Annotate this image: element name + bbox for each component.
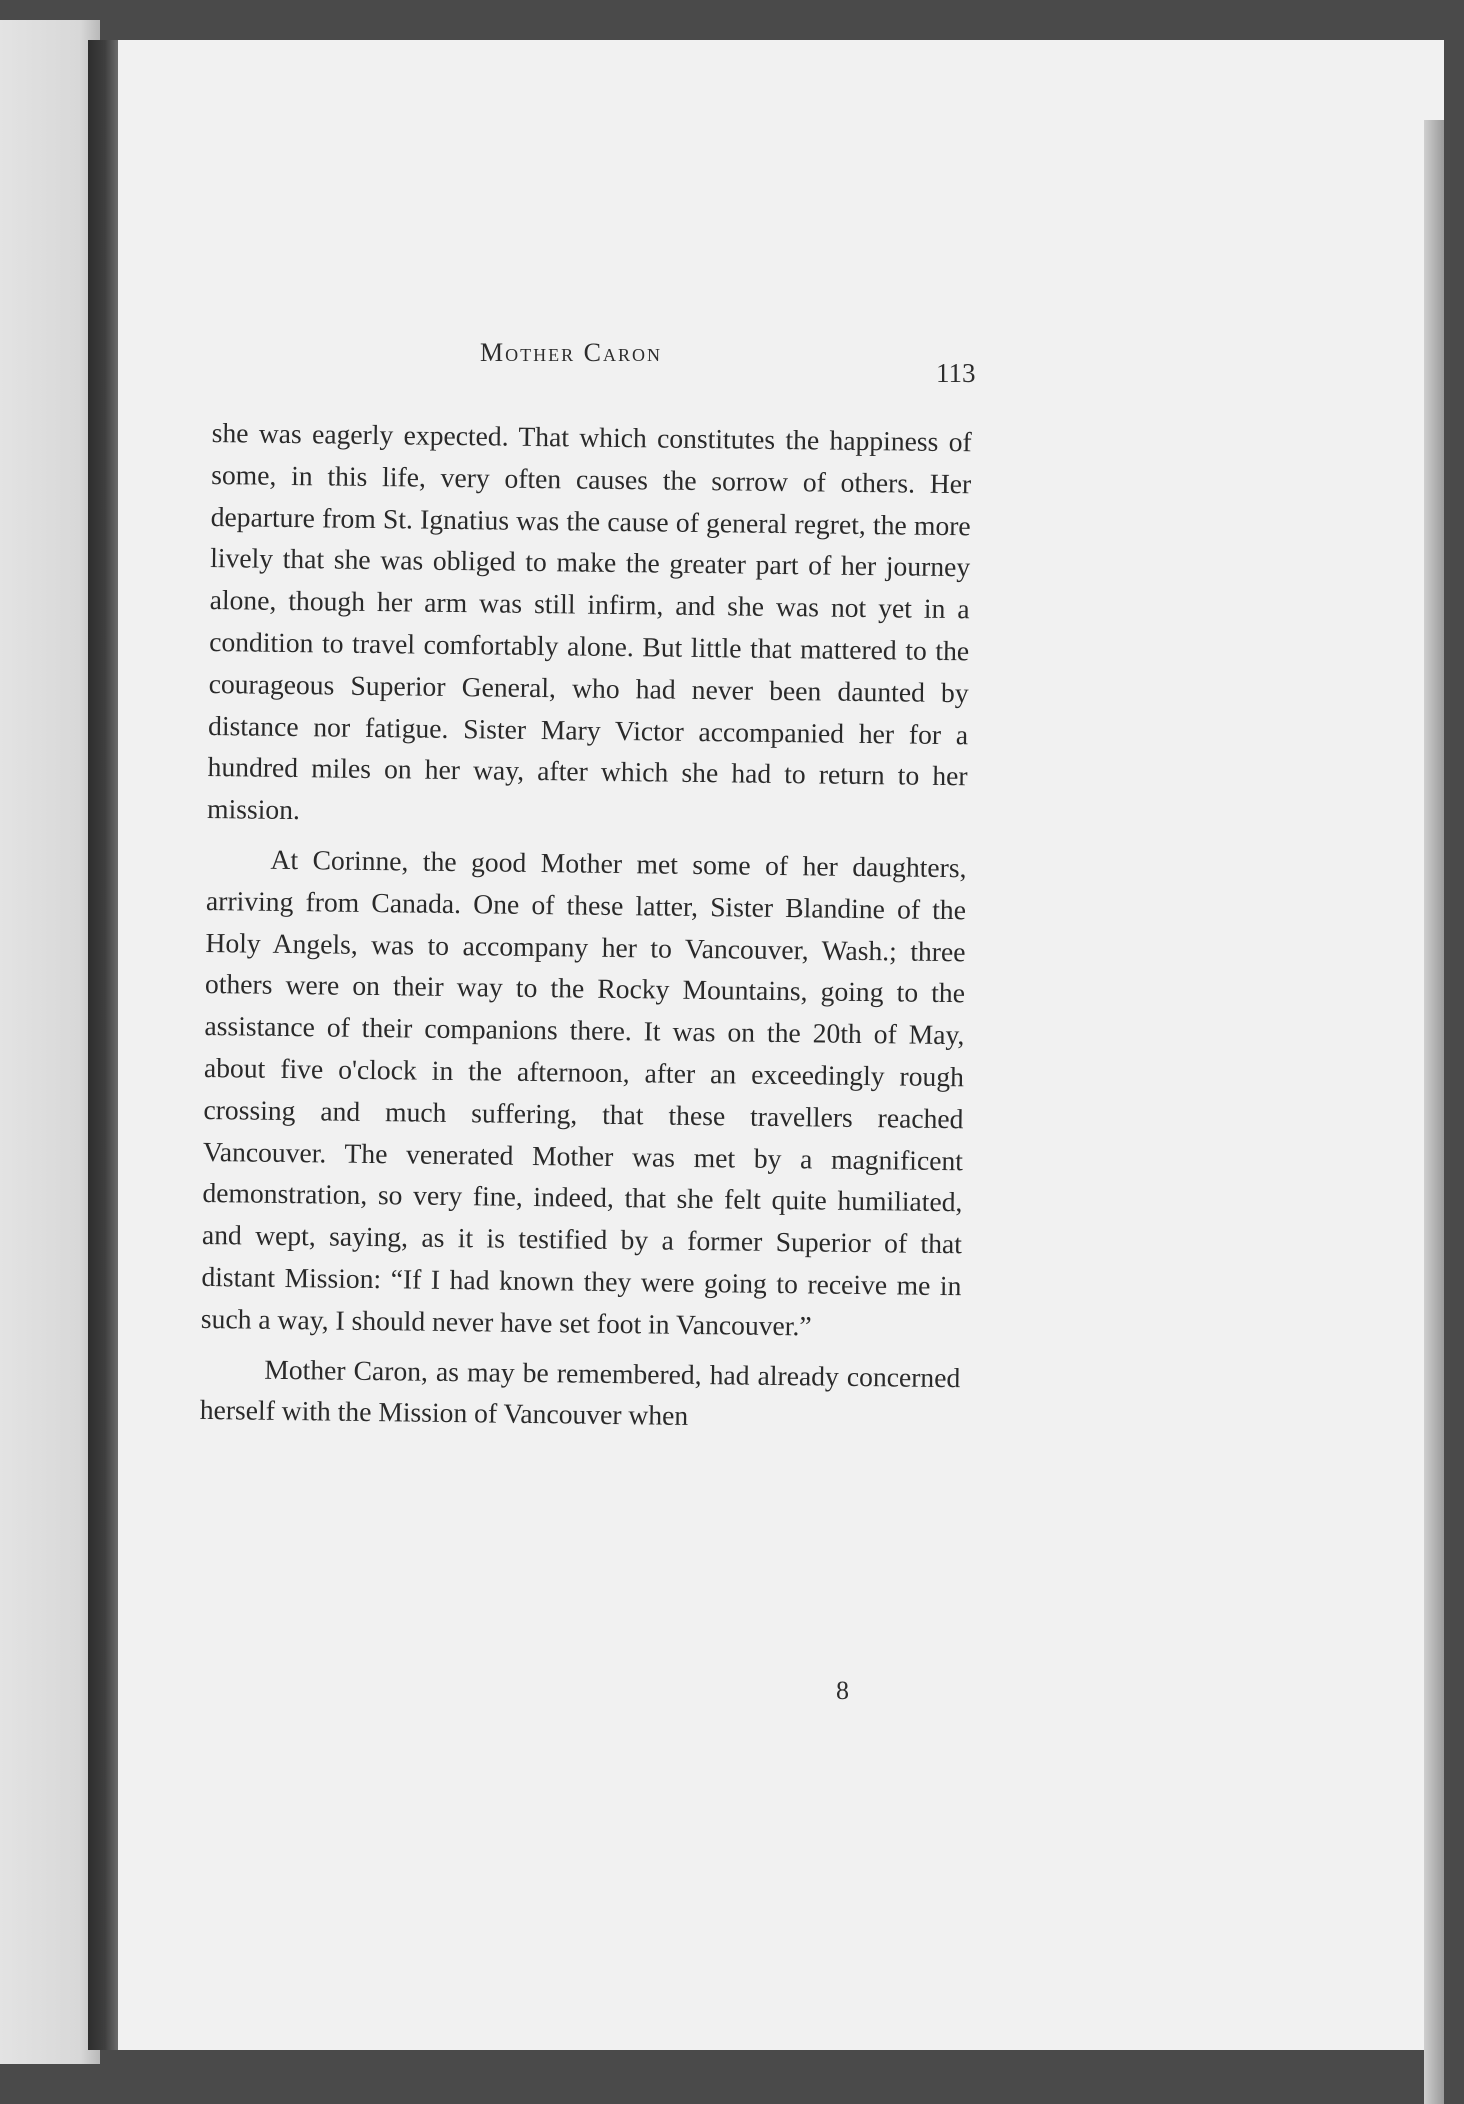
page-number: 113 [936,358,976,388]
page-stack-edge [1424,120,1444,2104]
paragraph-2: At Corinne, the good Mother met some of her daughters, arriving from Canada. One of these latter, Sister Blandine of the Holy Angels, was to accompany her to Vancouver, Wash.; three others were on their way to the Rocky Mountains, going to the assistance of their companions there. It was on the 20th of May, about five o'clock in the afternoon, after an exceedingly rough crossing and much suffering, that these travellers reached Vancouver. The venerated Mother was met by a magnificent demonstration, so very fine, indeed, that she felt quite humiliated, and wept, saying, as it is testified by a former Superior of that distant Mission: “If I had known they were going to receive me in such a way, I should never have set foot in Vancouver.” [200,843,967,1342]
running-head: Mother Caron [480,338,662,367]
paragraph-1: she was eagerly expected. That which constitutes the happiness of some, in this life, very often causes the sorrow of others. Her departure from St. Ignatius was the cause of general regret, the more lively that she was obliged to make the greater part of her journey alone, though her arm was still infirm, and she was not yet in a condition to travel comfortably alone. But little that mattered to the courageous Superior General, who had never been daunted by distance nor fatigue. Sister Mary Victor accompanied her for a hundred miles on her way, after which she had to return to her mission. [206,416,972,826]
signature-mark: 8 [836,1676,849,1705]
facing-page-edge [0,20,100,2064]
body-text [200,412,972,1440]
book-gutter [88,40,122,2050]
paragraph-3: Mother Caron, as may be remembered, had already concerned herself with the Mission of Vancouver when [199,1353,961,1432]
